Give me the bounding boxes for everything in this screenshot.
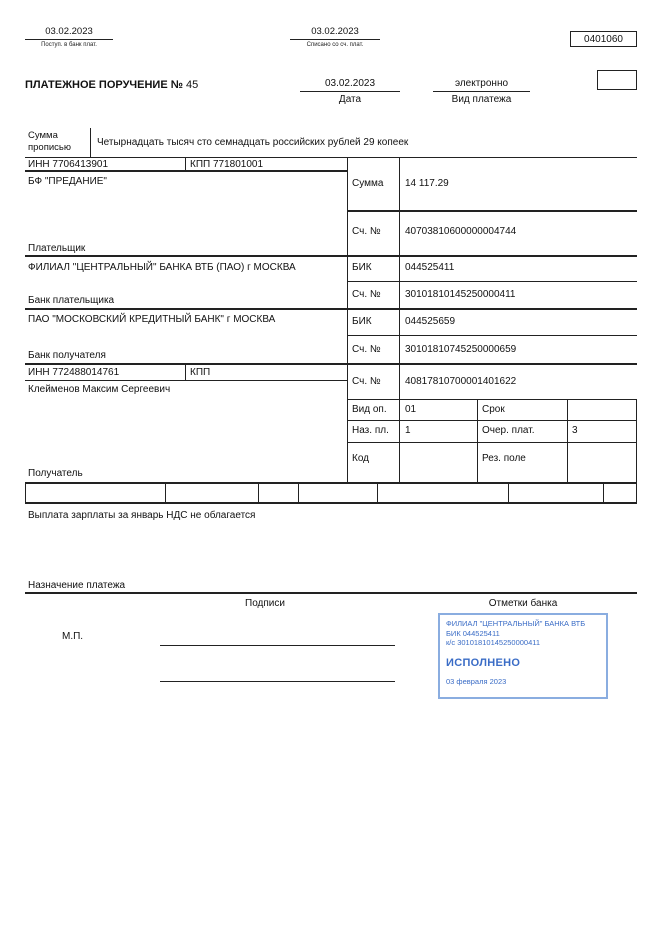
payer-bank-label: Банк плательщика (28, 295, 115, 306)
payer-label: Плательщик (28, 243, 86, 254)
status-code-box (597, 70, 637, 90)
table-line (347, 442, 637, 443)
table-line (399, 157, 400, 483)
form-code: 0401060 (584, 33, 623, 45)
table-line (25, 157, 637, 158)
table-line (347, 281, 637, 282)
table-line (25, 502, 637, 504)
table-line (25, 255, 637, 257)
table-line (185, 157, 186, 170)
code-label: Код (352, 453, 370, 464)
debited-date-label: Списано со сч. плат. (306, 42, 364, 48)
priority-value: 3 (572, 425, 578, 436)
document-title (25, 79, 198, 92)
table-line (377, 484, 378, 502)
payee-inn: ИНН 772488014761 (28, 367, 120, 378)
payer-bank-account-value: 30101810145250000411 (405, 289, 516, 300)
amount-words-value: Четырнадцать тысяч сто семнадцать российских рублей 29 копеек (97, 137, 409, 148)
purpose-code-value: 1 (405, 425, 411, 436)
received-date-value: 03.02.2023 (25, 26, 113, 40)
payment-kind-label: Вид платежа (451, 94, 512, 105)
table-line (567, 399, 568, 483)
table-line (508, 484, 509, 502)
payee-account-value: 40817810700001401622 (405, 376, 517, 387)
signature-line (160, 681, 395, 682)
payee-account-label: Сч. № (352, 376, 381, 387)
payee-bank-account-value: 30101810745250000659 (405, 344, 517, 355)
stamp-place-label: М.П. (62, 631, 84, 642)
amount-label: Сумма (352, 178, 384, 189)
payee-bank-bik-label: БИК (352, 316, 372, 327)
debited-date-field (290, 26, 380, 49)
table-line (347, 210, 637, 212)
payment-kind-value: электронно (433, 78, 530, 92)
received-date-label: Поступ. в банк плат. (41, 42, 97, 48)
received-date-field (25, 26, 113, 49)
payment-kind-field (433, 78, 530, 106)
payer-bank-bik-label: БИК (352, 262, 372, 273)
table-line (25, 484, 26, 502)
payer-account-label: Сч. № (352, 226, 381, 237)
payer-name: БФ "ПРЕДАНИЕ" (28, 176, 107, 187)
amount-words-label: Сумма прописью (28, 130, 71, 153)
document-number: 45 (186, 79, 199, 91)
signature-line (160, 645, 395, 646)
op-kind-label: Вид оп. (352, 404, 387, 415)
payer-bank-bik-value: 044525411 (405, 262, 455, 273)
payee-bank-bik-value: 044525659 (405, 316, 456, 327)
table-line (25, 308, 637, 310)
op-kind-value: 01 (405, 404, 417, 415)
table-line (347, 335, 637, 336)
payee-kpp: КПП (190, 367, 211, 378)
payer-bank-name: ФИЛИАЛ "ЦЕНТРАЛЬНЫЙ" БАНКА ВТБ (ПАО) г МОСКВА (28, 262, 296, 273)
doc-date-field (300, 78, 400, 106)
payer-inn: ИНН 7706413901 (28, 159, 109, 170)
payer-kpp: КПП 771801001 (190, 159, 264, 170)
table-line (258, 484, 259, 502)
payee-label: Получатель (28, 468, 83, 479)
form-code-box (570, 31, 637, 47)
table-line (636, 484, 637, 502)
table-line (347, 157, 348, 483)
bank-marks-label: Отметки банка (488, 598, 558, 609)
document-title-text: ПЛАТЕЖНОЕ ПОРУЧЕНИЕ № (25, 79, 183, 91)
stamp-bik: БИК 044525411 (446, 628, 500, 638)
payee-bank-name: ПАО "МОСКОВСКИЙ КРЕДИТНЫЙ БАНК" г МОСКВА (28, 314, 276, 325)
payee-name: Клейменов Максим Сергеевич (28, 384, 171, 395)
stamp-bank-name: ФИЛИАЛ "ЦЕНТРАЛЬНЫЙ" БАНКА ВТБ (446, 619, 586, 628)
signatures-label: Подписи (245, 598, 285, 609)
table-line (25, 170, 347, 172)
table-line (347, 420, 637, 421)
table-line (25, 592, 637, 594)
debited-date-value: 03.02.2023 (290, 26, 380, 40)
stamp-status: ИСПОЛНЕНО (446, 656, 521, 669)
stamp-corr-account: к/с 30101810145250000411 (446, 638, 541, 647)
table-line (298, 484, 299, 502)
purpose-text: Выплата зарплаты за январь НДС не облагается (28, 510, 256, 521)
table-line (90, 128, 91, 157)
payee-bank-label: Банк получателя (28, 350, 106, 361)
bank-stamp (438, 613, 608, 699)
table-line (25, 380, 347, 381)
doc-date-value: 03.02.2023 (300, 78, 400, 92)
table-line (165, 484, 166, 502)
priority-label: Очер. плат. (482, 425, 535, 436)
purpose-code-label: Наз. пл. (352, 425, 389, 436)
payer-bank-account-label: Сч. № (352, 289, 381, 300)
table-line (477, 399, 478, 483)
term-label: Срок (482, 404, 505, 415)
table-line (603, 484, 604, 502)
stamp-date: 03 февраля 2023 (446, 676, 507, 686)
purpose-label: Назначение платежа (28, 580, 126, 591)
payee-bank-account-label: Сч. № (352, 344, 381, 355)
doc-date-label: Дата (338, 94, 362, 105)
payer-account-value: 40703810600000004744 (405, 226, 517, 237)
table-line (636, 399, 637, 483)
table-line (347, 399, 637, 400)
table-line (25, 482, 637, 484)
table-line (25, 363, 637, 365)
table-line (185, 365, 186, 380)
reserve-field-label: Рез. поле (482, 453, 526, 464)
amount-value: 14 117.29 (405, 178, 449, 189)
